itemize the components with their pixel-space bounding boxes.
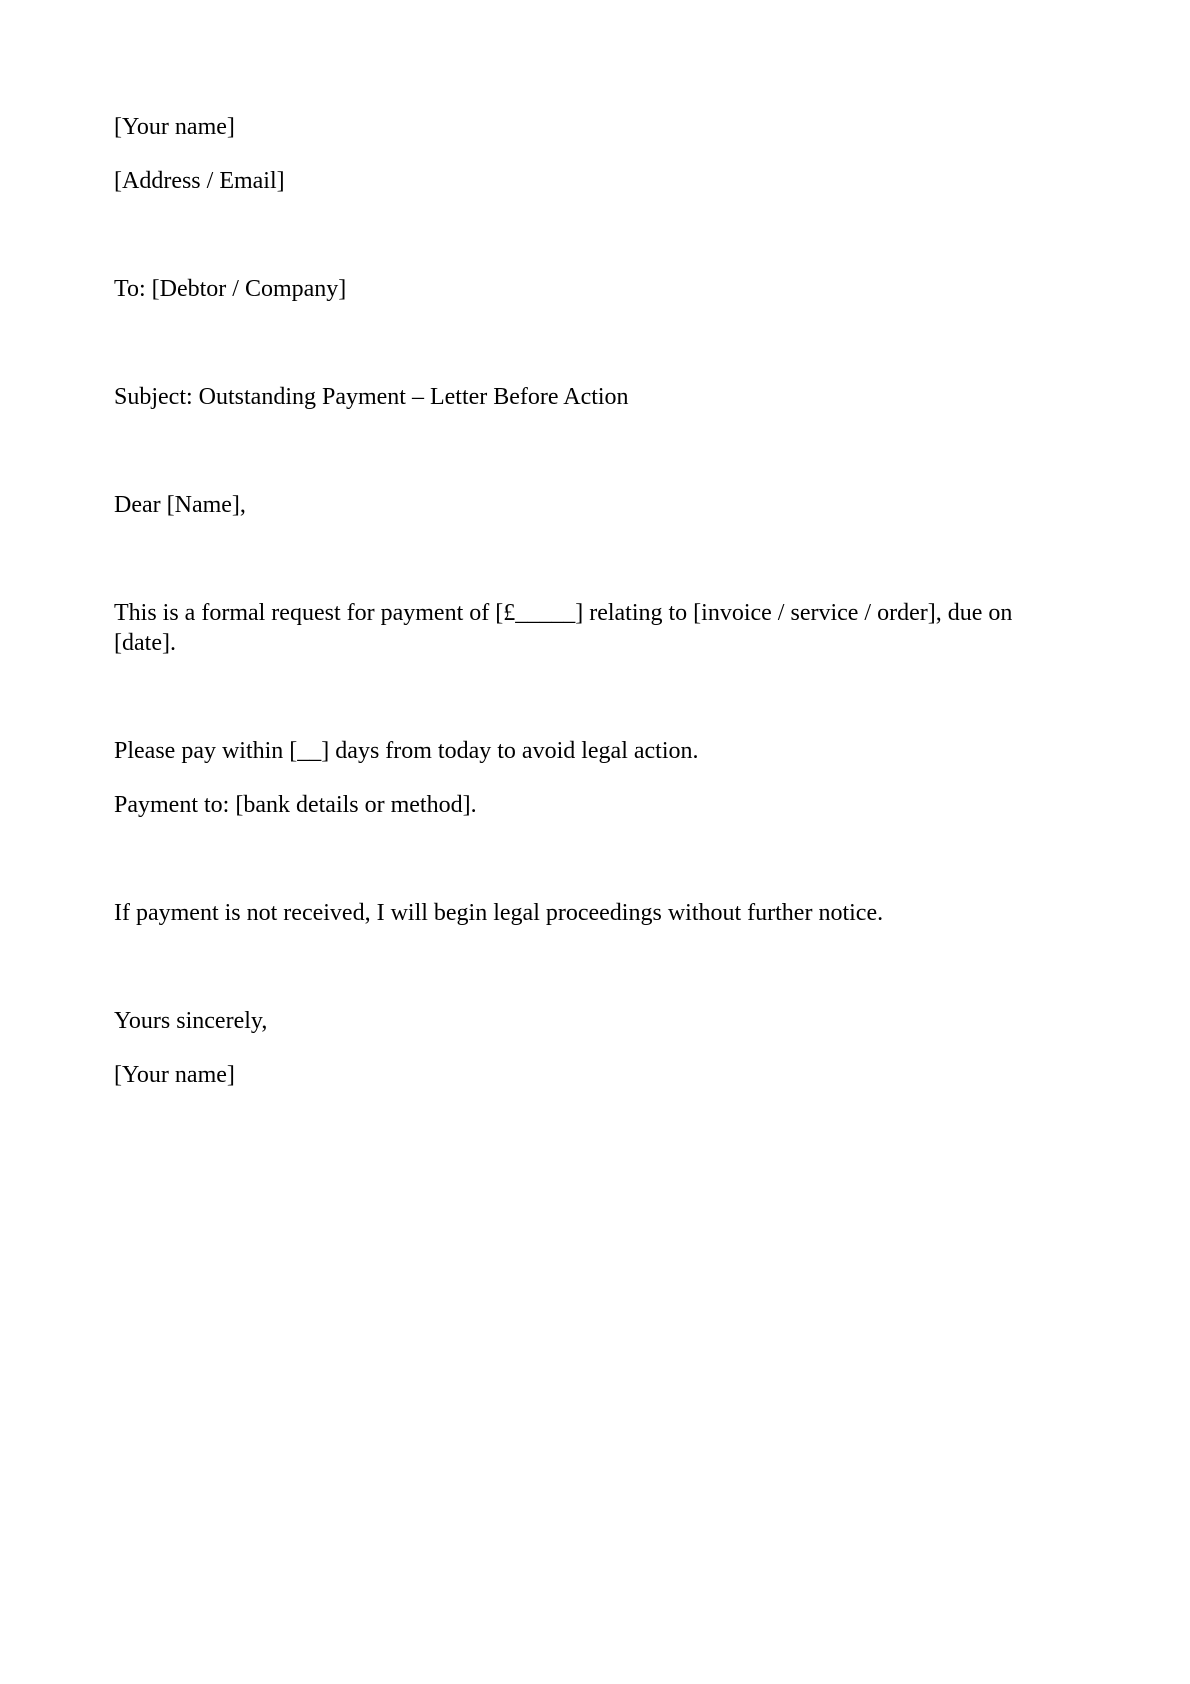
letter-body: [114, 112, 1034, 1090]
recipient-line: To: [Debtor / Company]: [114, 276, 347, 302]
payment-request-paragraph: This is a formal request for payment of [£_____] relating to [invoice / service / order], due on [date].: [114, 600, 1019, 656]
salutation: Dear [Name],: [114, 492, 246, 518]
payment-deadline-line: Please pay within [__] days from today to avoid legal action.: [114, 738, 699, 764]
signature-name: [Your name]: [114, 1062, 235, 1088]
sender-name: [Your name]: [114, 114, 235, 140]
legal-warning-paragraph: If payment is not received, I will begin legal proceedings without further notice.: [114, 900, 884, 926]
payment-method-line: Payment to: [bank details or method].: [114, 792, 477, 818]
closing: Yours sincerely,: [114, 1008, 268, 1034]
subject-line: Subject: Outstanding Payment – Letter Before Action: [114, 384, 629, 410]
sender-contact: [Address / Email]: [114, 168, 285, 194]
